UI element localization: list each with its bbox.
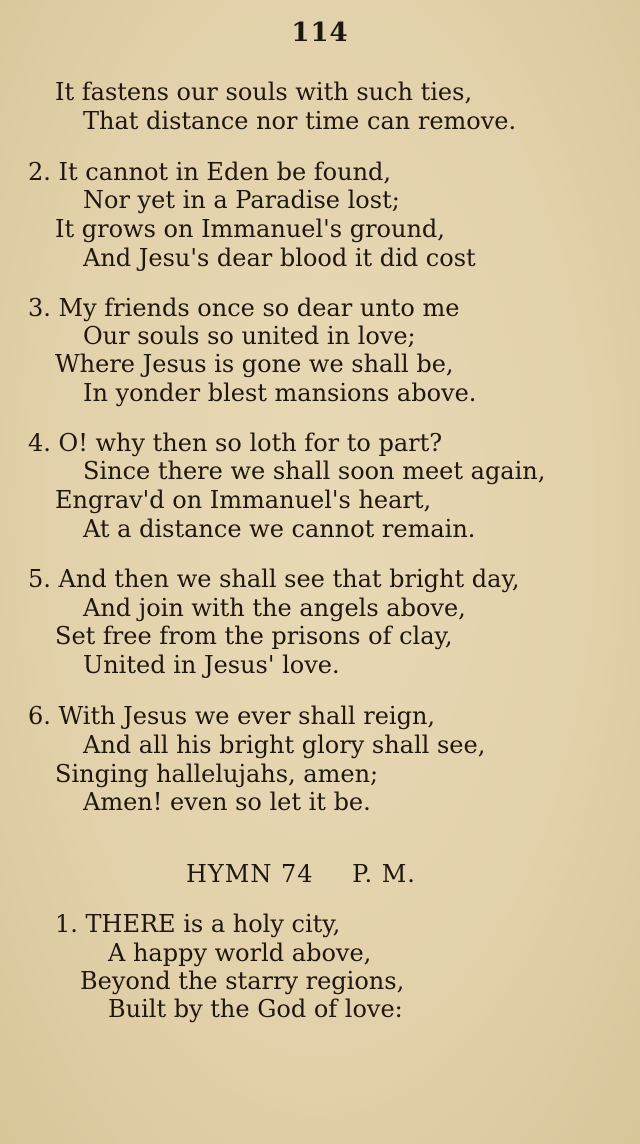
hymn-meter: P. M. bbox=[352, 860, 416, 888]
hymn-title: HYMN 74 bbox=[186, 860, 314, 888]
verse-line: It grows on Immanuel's ground, bbox=[55, 215, 445, 243]
verse-line: Engrav'd on Immanuel's heart, bbox=[55, 486, 432, 514]
page-number: 114 bbox=[291, 18, 349, 48]
hymn-heading bbox=[186, 860, 416, 888]
verse-line: Set free from the prisons of clay, bbox=[55, 622, 453, 650]
verse-line: 2. It cannot in Eden be found, bbox=[28, 158, 392, 186]
verse-line: Nor yet in a Paradise lost; bbox=[83, 186, 400, 214]
verse-line: Amen! even so let it be. bbox=[83, 788, 371, 816]
verse-line: At a distance we cannot remain. bbox=[83, 515, 476, 543]
verse-line: 5. And then we shall see that bright day, bbox=[28, 565, 520, 593]
verse-line: A happy world above, bbox=[108, 939, 372, 967]
verse-line: That distance nor time can remove. bbox=[83, 107, 517, 135]
verse-line: And all his bright glory shall see, bbox=[83, 731, 486, 759]
verse-line: United in Jesus' love. bbox=[83, 651, 340, 679]
verse-line: 3. My friends once so dear unto me bbox=[28, 294, 460, 322]
verse-line: Beyond the starry regions, bbox=[80, 967, 405, 995]
verse-line: 6. With Jesus we ever shall reign, bbox=[28, 702, 436, 730]
verse-line: And join with the angels above, bbox=[83, 594, 466, 622]
verse-line: It fastens our souls with such ties, bbox=[55, 78, 473, 106]
verse-line: 4. O! why then so loth for to part? bbox=[28, 429, 443, 457]
verse-line: And Jesu's dear blood it did cost bbox=[83, 244, 476, 272]
verse-line: 1. THERE is a holy city, bbox=[55, 910, 341, 938]
verse-line: Our souls so united in love; bbox=[83, 322, 416, 350]
verse-line: Built by the God of love: bbox=[108, 995, 403, 1023]
verse-line: Where Jesus is gone we shall be, bbox=[55, 350, 454, 378]
verse-line: Singing hallelujahs, amen; bbox=[55, 760, 379, 788]
verse-line: In yonder blest mansions above. bbox=[83, 379, 477, 407]
verse-line: Since there we shall soon meet again, bbox=[83, 457, 546, 485]
